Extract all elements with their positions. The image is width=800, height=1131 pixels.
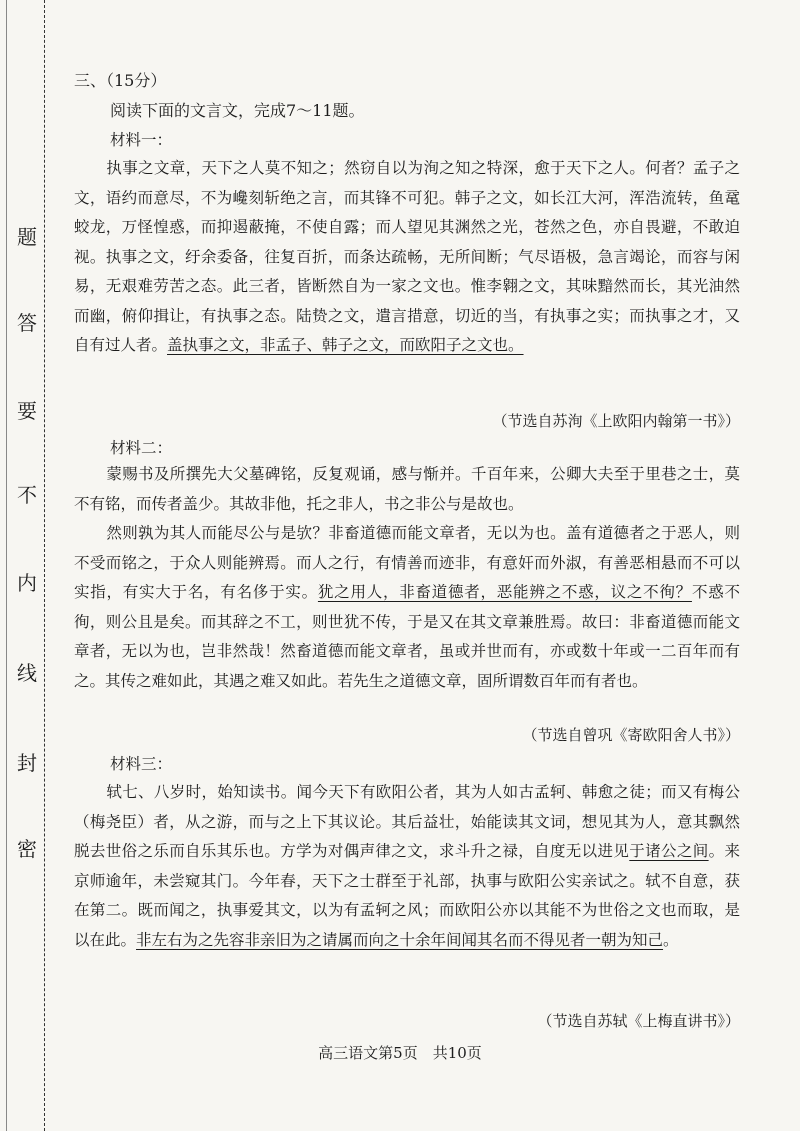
material2-para1-text: 蒙赐书及所撰先大父墓碑铭，反复观诵，感与惭并。千百年来，公卿大夫至于里巷之士，莫不有铭，而传者盖少。其故非他，托之非人，书之非公与是故也。 — [74, 465, 740, 513]
material3-label: 材料三： — [110, 755, 173, 773]
page-edge-line — [6, 0, 7, 1131]
binding-char: 内 — [17, 571, 37, 595]
section-heading: 三、（15分） — [74, 71, 167, 90]
material3-text — [74, 778, 740, 955]
binding-char: 要 — [17, 399, 37, 423]
material1-source: （节选自苏洵《上欧阳内翰第一书》） — [492, 412, 740, 430]
binding-char: 线 — [17, 661, 37, 685]
material3-text-b: 。来京师逾年，未尝窥其门。今年春，天下之士群至于礼部，执事与欧阳公实亲试之。轼不自意，获在第二。既而闻之，执事爱其文，以为有孟轲之风；而欧阳公亦以其能不为世俗之文也而取，是以在此。 — [74, 842, 740, 949]
material1-text — [74, 154, 740, 361]
instruction-text: 阅读下面的文言文，完成7～11题。 — [110, 101, 365, 120]
material2-label: 材料二： — [110, 439, 173, 457]
material3-underlined-phrase: 于诸公之间 — [629, 842, 709, 860]
material2-para1 — [74, 460, 740, 519]
material3-text-c: 。 — [663, 930, 679, 949]
material1-label: 材料一： — [110, 131, 173, 149]
binding-char: 不 — [17, 483, 37, 507]
binding-char: 题 — [17, 225, 37, 249]
material3-underlined-sentence: 非左右为之先容非亲旧为之请属而向之十余年间闻其名而不得见者一朝为知己 — [136, 930, 664, 949]
binding-char: 密 — [17, 837, 37, 861]
binding-char: 答 — [17, 311, 37, 335]
binding-char: 封 — [17, 751, 37, 775]
material2-source: （节选自曾巩《寄欧阳舍人书》） — [522, 726, 740, 744]
binding-margin — [0, 0, 52, 1131]
seal-line — [44, 0, 45, 1131]
material2-para2-text-b: 不惑不徇，则公且是矣。而其辞之不工，则世犹不传，于是又在其文章兼胜焉。故曰：非畜道德而能文章者，无以为也，岂非然哉！然畜道德而能文章者，虽或并世而有，亦或数十年或一二百年而有之。其传之难如此，其遇之难又如此。若先生之道德文章，固所谓数百年而有者也。 — [74, 583, 740, 690]
material3-text-a: 轼七、八岁时，始知读书。闻今天下有欧阳公者，其为人如古孟轲、韩愈之徒；而又有梅公（梅尧臣）者，从之游，而与之上下其议论。其后益壮，始能读其文词，想见其为人，意其飘然脱去世俗之乐而自乐其乐也。方学为对偶声律之文，求斗升之禄，自度无以进见 — [74, 783, 740, 860]
page-footer: 高三语文第5页 共10页 — [318, 1044, 482, 1062]
material1-underlined-sentence: 盖执事之文，非孟子、韩子之文，而欧阳子之文也。 — [167, 336, 524, 354]
material2-para2 — [74, 519, 740, 696]
material3-source: （节选自苏轼《上梅直讲书》） — [537, 1012, 740, 1030]
material2-para2-text-a: 然则孰为其人而能尽公与是欤？非畜道德而能文章者，无以为也。盖有道德者之于恶人，则不受而铭之，于众人则能辨焉。而人之行，有情善而迹非，有意奸而外淑，有善恶相悬而不可以实指，有实大于名，有名侈于实。 — [74, 524, 740, 601]
material1-body: 执事之文章，天下之人莫不知之；然窃自以为洵之知之特深，愈于天下之人。何者？孟子之文，语约而意尽，不为巉刻斩绝之言，而其锋不可犯。韩子之文，如长江大河，浑浩流转，鱼鼋蛟龙，万怪惶惑，而抑遏蔽掩，不使自露；而人望见其渊然之光，苍然之色，亦自畏避，不敢迫视。执事之文，纡余委备，往复百折，而条达疏畅，无所间断；气尽语极，急言竭论，而容与闲易，无艰难劳苦之态。此三者，皆断然自为一家之文也。惟李翱之文，其味黯然而长，其光油然而幽，俯仰揖让，有执事之态。陆贽之文，遣言措意，切近的当，有执事之实；而执事之才，又自有过人者。 — [74, 159, 740, 354]
material2-underlined-sentence: 犹之用人，非畜道德者，恶能辨之不惑，议之不徇？ — [317, 583, 692, 601]
